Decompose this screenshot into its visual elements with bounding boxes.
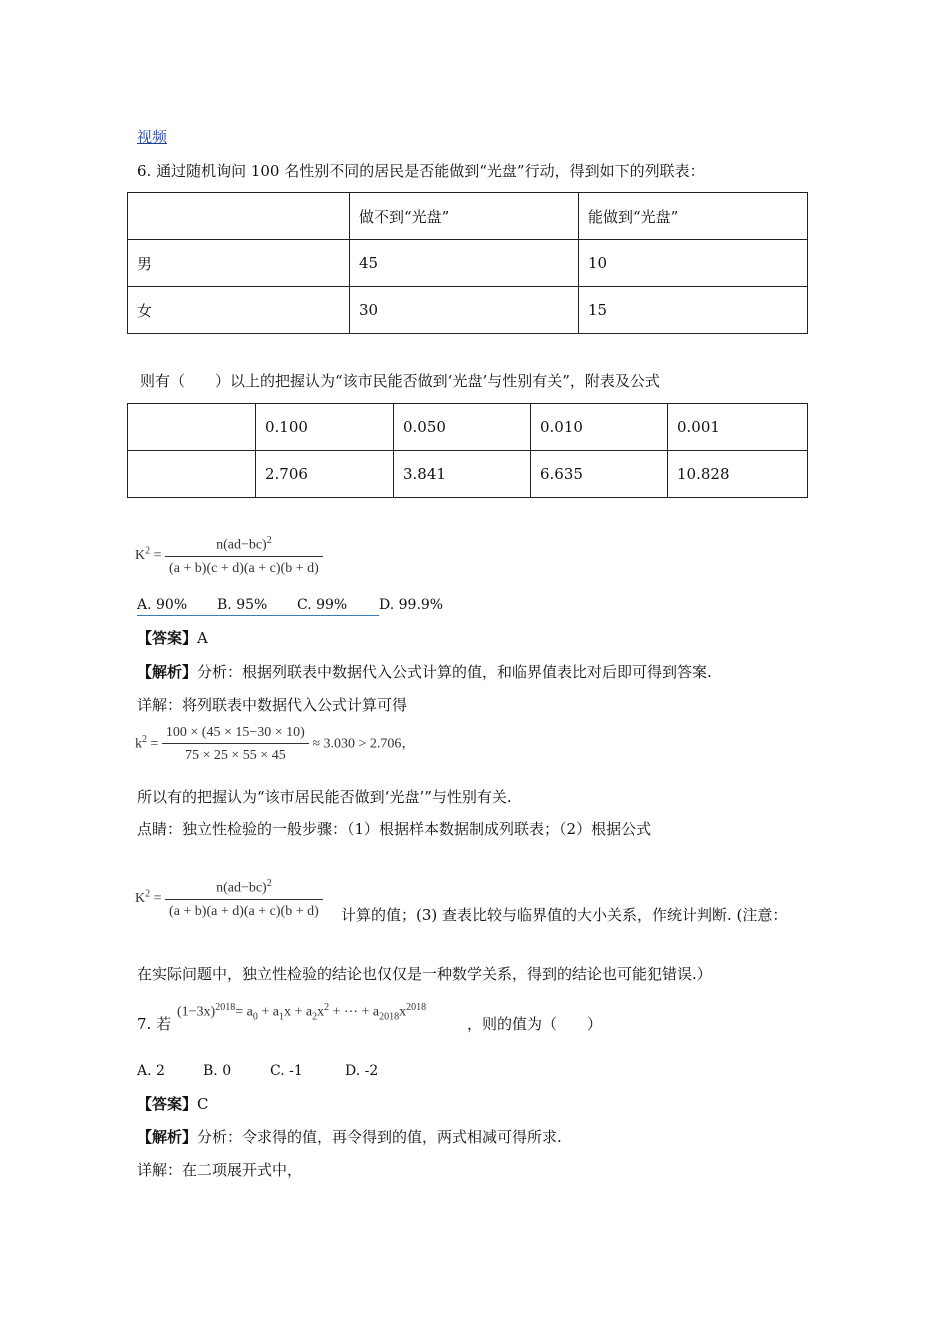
q7-prefix: 7. 若: [137, 1015, 172, 1033]
analysis-text: 分析：令求得的值，再令得到的值，两式相减可得所求.: [197, 1128, 562, 1146]
numerator-exp: 2: [266, 535, 272, 546]
calc-trail: ，: [401, 736, 416, 752]
table-cell: [128, 451, 256, 498]
formula2-fraction: [165, 878, 323, 920]
q7-analysis: [137, 1127, 562, 1147]
analysis-text: 分析：根据列联表中数据代入公式计算的值，和临界值表比对后即可得到答案.: [197, 663, 712, 681]
option-d[interactable]: D. 99.9%: [379, 597, 444, 613]
calc-exp: 2: [142, 734, 147, 746]
table-cell: 15: [579, 287, 808, 334]
q6-question-line: 则有（ ）以上的把握认为“该市民能否做到‘光盘’与性别有关”，附表及公式: [140, 372, 660, 390]
formula2-exp: 2: [145, 888, 151, 900]
table-cell: 10.828: [668, 451, 808, 498]
table-cell: 0.100: [256, 404, 394, 451]
q6-comment: 点睛：独立性检验的一般步骤：（1）根据样本数据制成列联表；（2）根据公式: [137, 820, 652, 838]
table-row: [128, 404, 808, 451]
contingency-table: [127, 192, 808, 334]
table-cell: 0.050: [394, 404, 531, 451]
formula2-lhs: K: [135, 891, 146, 907]
critical-value-table: [127, 403, 808, 498]
answer-value: C: [197, 1095, 209, 1113]
table-cell: 2.706: [256, 451, 394, 498]
q7-expr-exp: 2018: [215, 1002, 236, 1013]
calc-lhs: k: [135, 736, 142, 752]
q6-comment-tail: 计算的值；(3) 查表比较与临界值的大小关系，作统计判断. (注意：: [341, 906, 788, 924]
analysis-label: 【解析】: [137, 663, 198, 681]
k2-formula: $K^2$ = $\frac{n(ad-bc)^2}{(a + b)(c + d)(a + c)(b + d)}$: [135, 535, 323, 577]
table-row: [128, 287, 808, 334]
formula-numerator: n(ad−bc): [216, 537, 267, 553]
k2-calculation: $k^2$ = $\frac{100 \times (45 \times 15-30 \times 10)}{75 \times 25 \times 55 \times 45}$ ≈ 3.030 > 2.706，: [135, 725, 416, 763]
q6-options: [137, 595, 443, 616]
q6-detail: 详解：将列联表中数据代入公式计算可得: [137, 696, 408, 714]
option-d[interactable]: D. -2: [345, 1063, 379, 1079]
formula-exp: 2: [145, 545, 151, 557]
table-cell: [128, 193, 350, 240]
table-cell: 3.841: [394, 451, 531, 498]
table-cell: 45: [350, 240, 579, 287]
option-b[interactable]: B. 0: [203, 1063, 232, 1079]
q7-suffix: ，则的值为（ ）: [467, 1015, 603, 1033]
table-row: [128, 240, 808, 287]
table-row: [128, 451, 808, 498]
video-link[interactable]: 视频: [137, 128, 168, 146]
answer-label: 【答案】: [137, 629, 198, 647]
q6-comment-end: 在实际问题中，独立性检验的结论也仅仅是一种数学关系，得到的结论也可能犯错误.）: [137, 965, 712, 983]
option-a[interactable]: A. 2: [137, 1063, 165, 1079]
q7-expansion: $(1-3x)^{2018}= a_0 + a_1x + a_2x^2$ + ⋯ + $a_{2018}x^{2018}$: [177, 1002, 427, 1023]
k2-formula-2: $K^2$ = $\frac{n(ad-bc)^2}{(a + b)(a + d)(a + c)(b + d)}$: [135, 878, 323, 920]
numerator2-exp: 2: [266, 878, 272, 889]
calc-denominator: 75 × 25 × 55 × 45: [162, 743, 309, 764]
formula-lhs: K: [135, 548, 146, 564]
table-cell: 6.635: [531, 451, 668, 498]
table-header-cannot: 做不到“光盘”: [350, 193, 579, 240]
option-c[interactable]: C. -1: [270, 1063, 303, 1079]
option-b[interactable]: B. 95%: [217, 595, 297, 616]
table-cell: 0.010: [531, 404, 668, 451]
q7-expr: (1−3x): [177, 1004, 216, 1020]
table-cell: [128, 404, 256, 451]
formula2-numerator: n(ad−bc): [216, 880, 267, 896]
q7-eq: = a: [235, 1004, 253, 1020]
calc-numerator: 100 × (45 × 15−30 × 10): [165, 725, 305, 740]
table-cell: 女: [128, 287, 350, 334]
table-cell: 10: [579, 240, 808, 287]
q7-detail: 详解：在二项展开式中，: [137, 1161, 303, 1179]
analysis-label: 【解析】: [137, 1128, 198, 1146]
formula-fraction: [165, 535, 323, 577]
option-c[interactable]: C. 99%: [297, 595, 379, 616]
q6-conclusion: 所以有的把握认为“该市居民能否做到‘光盘’”与性别有关.: [137, 788, 512, 806]
table-header-can: 能做到“光盘”: [579, 193, 808, 240]
q7-answer: [137, 1094, 209, 1114]
answer-value: A: [197, 629, 208, 647]
q6-analysis: [137, 662, 712, 682]
formula-denominator: (a + b)(c + d)(a + c)(b + d): [165, 556, 323, 577]
q7-options: [137, 1061, 378, 1081]
calc-fraction: [162, 725, 309, 764]
option-a[interactable]: A. 90%: [137, 595, 217, 616]
q6-stem: 6. 通过随机询问 100 名性别不同的居民是否能做到“光盘”行动，得到如下的列联表：: [137, 162, 705, 180]
answer-label: 【答案】: [137, 1095, 198, 1113]
table-row: [128, 193, 808, 240]
table-cell: 30: [350, 287, 579, 334]
table-cell: 男: [128, 240, 350, 287]
q6-answer: [137, 628, 208, 648]
calc-result: ≈ 3.030 > 2.706: [312, 736, 402, 752]
formula2-denominator: (a + b)(a + d)(a + c)(b + d): [165, 899, 323, 920]
table-cell: 0.001: [668, 404, 808, 451]
